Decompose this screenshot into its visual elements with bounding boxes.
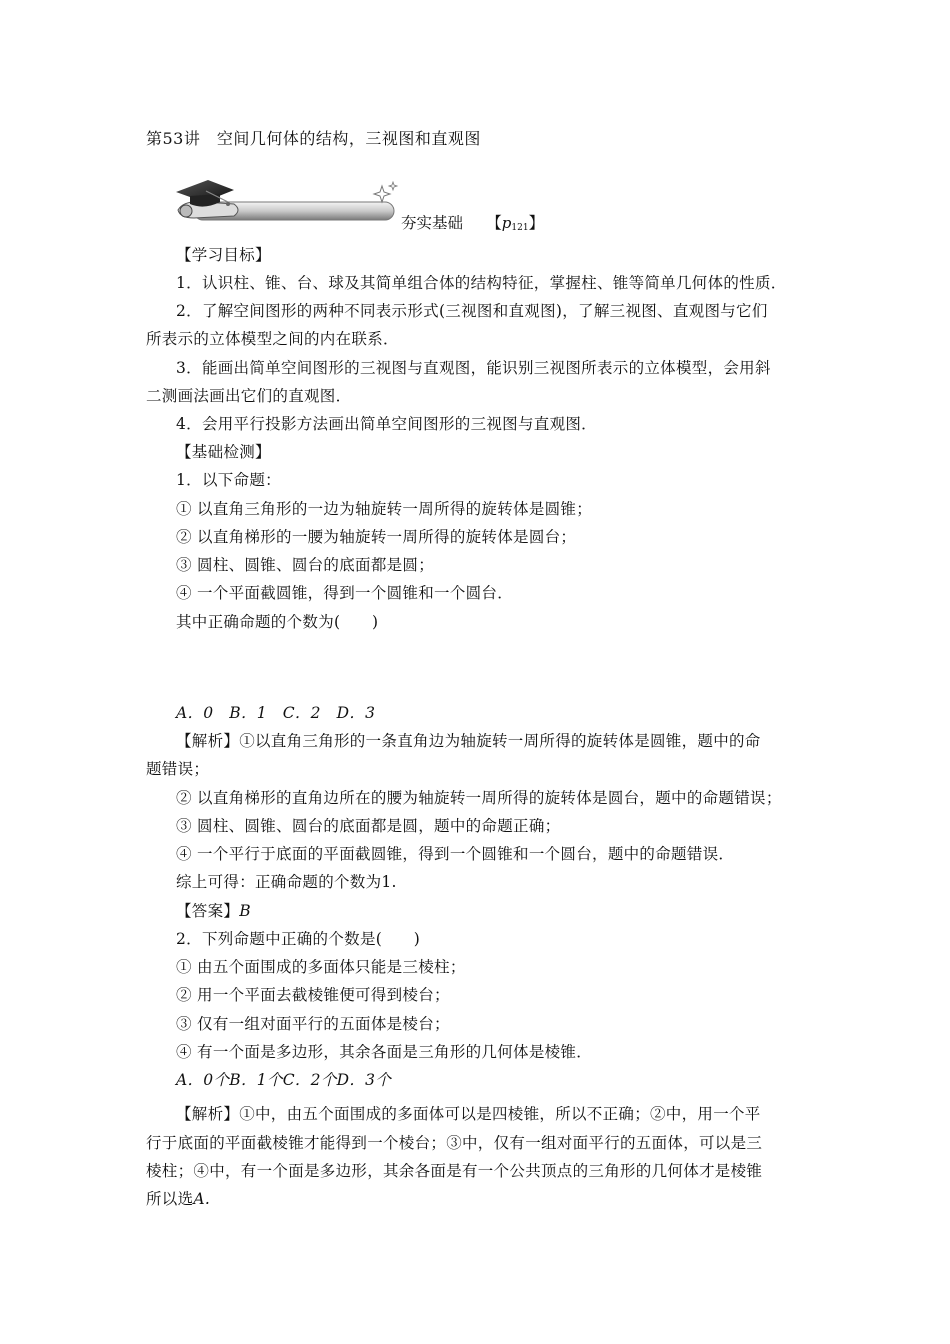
objectives-heading: 【学习目标】: [176, 246, 271, 264]
q1-choices: A．0 B．1 C．2 D．3: [176, 704, 376, 722]
q2-analysis-a: 【解析】①中，由五个面围成的多面体可以是四棱锥，所以不正确；②中，用一个平: [176, 1105, 761, 1123]
q2-analysis-c: 棱柱；④中，有一个面是多边形，其余各面是有一个公共顶点的三角形的几何体才是棱锥: [146, 1162, 763, 1180]
q1-statement-4: ④ 一个平面截圆锥，得到一个圆锥和一个圆台．: [176, 584, 514, 602]
q1-analysis-e: ④ 一个平行于底面的平面截圆锥，得到一个圆锥和一个圆台，题中的命题错误．: [176, 845, 735, 863]
q1-analysis-a: 【解析】①以直角三角形的一条直角边为轴旋转一周所得的旋转体是圆锥，题中的命: [176, 732, 761, 750]
q1-analysis-c: ② 以直角梯形的直角边所在的腰为轴旋转一周所得的旋转体是圆台，题中的命题错误；: [176, 789, 782, 807]
objective-1: 1．认识柱、锥、台、球及其简单组合体的结构特征，掌握柱、锥等简单几何体的性质．: [176, 274, 787, 292]
q2-analysis-b: 行于底面的平面截棱锥才能得到一个棱台；③中，仅有一组对面平行的五面体，可以是三: [146, 1134, 763, 1152]
q1-analysis-d: ③ 圆柱、圆锥、圆台的底面都是圆，题中的命题正确；: [176, 817, 561, 835]
q1-analysis-b: 题错误；: [146, 760, 210, 778]
q1-summary: 综上可得：正确命题的个数为1.: [176, 873, 397, 891]
q1-statement-3: ③ 圆柱、圆锥、圆台的底面都是圆；: [176, 556, 435, 574]
page-ref: 【p121】: [494, 214, 545, 233]
q2-statement-3: ③ 仅有一组对面平行的五面体是棱台；: [176, 1015, 450, 1033]
objective-3b: 二测画法画出它们的直观图．: [146, 387, 352, 405]
q2-statement-1: ① 由五个面围成的多面体只能是三棱柱；: [176, 958, 466, 976]
objective-2a: 2．了解空间图形的两种不同表示形式(三视图和直观图)，了解三视图、直观图与它们: [176, 302, 768, 320]
q1-stem: 1．以下命题：: [176, 471, 281, 489]
q2-stem: 2．下列命题中正确的个数是( ): [176, 930, 421, 948]
q2-statement-4: ④ 有一个面是多边形，其余各面是三角形的几何体是棱锥．: [176, 1043, 593, 1061]
page-title: 第53讲 空间几何体的结构，三视图和直观图: [146, 129, 481, 148]
q2-analysis-d: 所以选A.: [146, 1190, 211, 1208]
objective-2b: 所表示的立体模型之间的内在联系．: [146, 330, 399, 348]
q2-choices: A．0个B．1个C．2个D．3个: [176, 1071, 392, 1089]
check-heading: 【基础检测】: [176, 443, 271, 461]
q1-question: 其中正确命题的个数为( ): [176, 613, 379, 631]
q2-statement-2: ② 用一个平面去截棱锥便可得到棱台；: [176, 986, 450, 1004]
q1-answer: 【答案】B: [176, 902, 251, 920]
objective-4: 4．会用平行投影方法画出简单空间图形的三视图与直观图．: [176, 415, 597, 433]
q1-statement-1: ① 以直角三角形的一边为轴旋转一周所得的旋转体是圆锥；: [176, 500, 593, 518]
graduation-cap-icon: [174, 180, 404, 230]
objective-3a: 3．能画出简单空间图形的三视图与直观图，能识别三视图所表示的立体模型，会用斜: [176, 359, 771, 377]
banner-label: 夯实基础: [401, 214, 464, 232]
banner-label-row: [401, 213, 544, 238]
section-banner: [174, 180, 404, 230]
q1-statement-2: ② 以直角梯形的一腰为轴旋转一周所得的旋转体是圆台；: [176, 528, 577, 546]
